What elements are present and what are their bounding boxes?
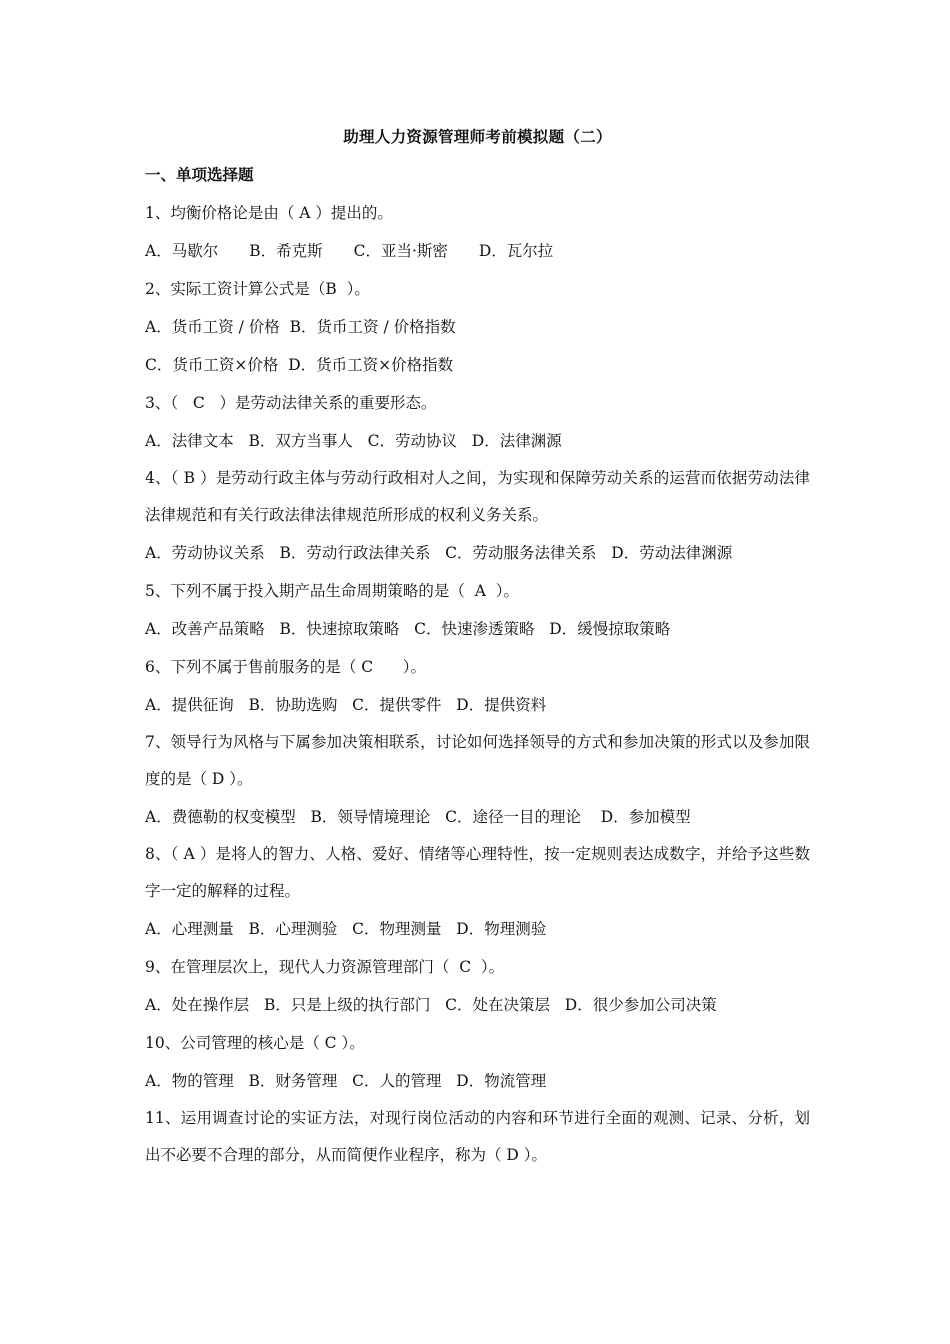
question-5: 5、下列不属于投入期产品生命周期策略的是（ A ）。: [145, 582, 520, 600]
question-8-options: A．心理测量 B．心理测验 C．物理测量 D．物理测验: [145, 920, 547, 938]
question-2-options-cd: C．货币工资×价格 D．货币工资×价格指数: [145, 356, 454, 374]
question-7: 7、领导行为风格与下属参加决策相联系，讨论如何选择领导的方式和参加决策的形式以及参加限度的是（ D ）。: [145, 733, 810, 788]
question-11: 11、运用调查讨论的实证方法，对现行岗位活动的内容和环节进行全面的观测、记录、分析，划出不必要不合理的部分，从而简便作业程序，称为（ D ）。: [145, 1109, 810, 1164]
document-content: [145, 124, 810, 1180]
question-1-options: A．马歇尔 B．希克斯 C．亚当·斯密 D．瓦尔拉: [145, 242, 554, 260]
document-title: 助理人力资源管理师考前模拟题（二）: [343, 127, 612, 146]
question-5-options: A．改善产品策略 B．快速掠取策略 C．快速渗透策略 D．缓慢掠取策略: [145, 620, 671, 638]
question-7-options: A．费德勒的权变模型 B．领导情境理论 C．途径一目的理论 D．参加模型: [145, 808, 691, 826]
question-10-options: A．物的管理 B．财务管理 C．人的管理 D．物流管理: [145, 1072, 547, 1090]
question-3-options: A．法律文本 B．双方当事人 C．劳动协议 D．法律渊源: [145, 432, 562, 450]
section-heading: 一、单项选择题: [145, 165, 254, 184]
question-9-options: A．处在操作层 B．只是上级的执行部门 C．处在决策层 D．很少参加公司决策: [145, 996, 717, 1014]
question-2: 2、实际工资计算公式是（B ）。: [145, 280, 370, 298]
question-4-options: A．劳动协议关系 B．劳动行政法律关系 C．劳动服务法律关系 D．劳动法律渊源: [145, 544, 733, 562]
question-6: 6、下列不属于售前服务的是（ C ）。: [145, 658, 426, 676]
question-6-options: A．提供征询 B．协助选购 C．提供零件 D．提供资料: [145, 696, 547, 714]
question-3: 3、（ C ）是劳动法律关系的重要形态。: [145, 394, 437, 412]
question-10: 10、公司管理的核心是（ C ）。: [145, 1034, 365, 1052]
question-8: 8、（ A ）是将人的智力、人格、爱好、情绪等心理特性，按一定规则表达成数字，并给予这些数字一定的解释的过程。: [145, 845, 810, 900]
question-1: 1、均衡价格论是由（ A ）提出的。: [145, 204, 393, 222]
question-9: 9、在管理层次上，现代人力资源管理部门（ C ）。: [145, 958, 505, 976]
question-4: 4、（ B ）是劳动行政主体与劳动行政相对人之间，为实现和保障劳动关系的运营而依据劳动法律法律规范和有关行政法律法律规范所形成的权利义务关系。: [145, 469, 810, 524]
question-2-options-ab: A．货币工资 / 价格 B．货币工资 / 价格指数: [145, 318, 456, 336]
